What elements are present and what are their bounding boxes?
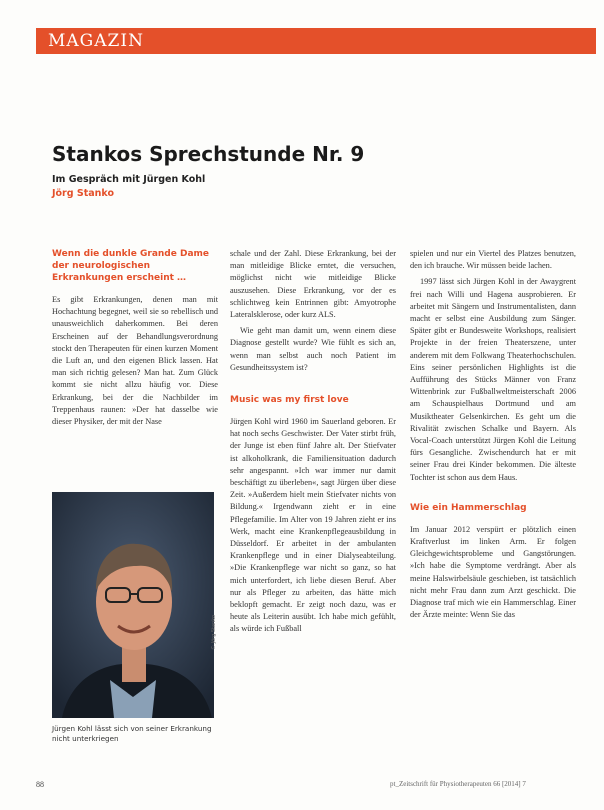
article-subtitle: Im Gespräch mit Jürgen Kohl: [52, 174, 206, 185]
body-text: schale und der Zahl. Diese Erkrankung, bei der man mitleidige Blicke erntet, die versuchen, möglichst nicht wie mitleidige Blicke auszusehen. Diese Erkrankung, vor der es schlichtweg kein Entrinnen gibt: Amyotrophe Lateralsklerose, oder kurz ALS.: [230, 249, 396, 320]
column-2: [230, 248, 396, 636]
column-1: [52, 248, 218, 428]
column-3: [410, 248, 576, 621]
article-title: Stankos Sprechstunde Nr. 9: [52, 142, 365, 166]
body-text: Es gibt Erkrankungen, denen man mit Hochachtung begegnet, weil sie so rebellisch und unausweichlich daherkommen. Bei deren Erscheinen auf der Behandlungsverordnung stockt den Therapeuten für einen kurzen Moment die Luft an, und den eigenen Blick lassen. Hat man sich richtig gelesen? Man hat. Zum Glück kommt sie nicht allzu häufig vor. Diese Erkrankung, bei der die Nachbilder im Treppenhaus raunen: »Der hat dasselbe wie dieser Physiker, der mit der Nase: [52, 295, 218, 427]
journal-footer: pt_Zeitschrift für Physiotherapeuten 66 [2014] 7: [390, 780, 526, 788]
section-label: MAGAZIN: [48, 31, 144, 51]
body-text: spielen und nur ein Viertel des Platzes benutzen, den ich brauche. Wir müssen beide lachen.: [410, 249, 576, 271]
section-heading-intro: Wenn die dunkle Grande Dame der neurologischen Erkrankungen erscheint …: [52, 249, 209, 283]
section-banner: [36, 28, 596, 54]
body-text: Wie geht man damit um, wenn einem diese Diagnose gestellt wurde? Wie fühlt es sich an, wenn man selbst auch noch Patient im Gesundheitssystem ist?: [230, 326, 396, 372]
page-number: 88: [36, 780, 44, 789]
body-text: Im Januar 2012 verspürt er plötzlich einen Kraftverlust im linken Arm. Er folgen Gleichgewichtsprobleme und Gangstörungen. »Ich habe die Symptome verdrängt. Aber als meine Halswirbelsäule geschieben, ist tatsächlich nicht mehr Frau dann zum Arzt geschickt. Die Diagnose traf mich wie ein Hammerschlag. Einer der Ärzte meinte: Wenn Sie das: [410, 524, 576, 620]
photo-credit: © Jörg Stanko: [211, 615, 217, 650]
portrait-photo: [52, 492, 214, 718]
section-heading-music: Music was my first love: [230, 395, 349, 406]
body-text: Jürgen Kohl wird 1960 im Sauerland geboren. Er hat noch sechs Geschwister. Der Vater stirbt früh, der Junge ist eben fünf Jahre alt. Der Stiefvater ist alkoholkrank, die Familiensituation dadurch sehr angespannt. »Ich war immer nur damit beschäftigt zu überleben«, sagt Jürgen über diese Zeit. »Außerdem hielt mein Stiefvater nichts von Bildung.« Irgendwann zieht er in eine Pflegefamilie. Im Alter von 19 Jahren zieht er ins Werk, macht eine Krankenpflegeausbildung in Düsseldorf. Er arbeitet in der ambulanten Krankenpflege und in einer Dialyseabteilung. »Die Krankenpflege war nicht so ganz, so hat mich unterfordert, ich liebe diesen Beruf. Aber nur als Pfleger zu arbeiten, das hätte mich beklopft gemacht. Er zeigt noch dazu, was er heute als Leiterin ausübt. Ich habe mich gefühlt, als würde ich Fußball: [230, 417, 396, 634]
photo-caption: Jürgen Kohl lässt sich von seiner Erkrankung nicht unterkriegen: [52, 724, 212, 743]
article-author: Jörg Stanko: [52, 188, 115, 199]
section-heading-hammer: Wie ein Hammerschlag: [410, 502, 527, 513]
body-text: 1997 lässt sich Jürgen Kohl in der Awaygrent frei nach Willi und Hagena ausprobieren. Er arbeitet mit Sängern und Instrumentalisten, dann macht er selbst eine Ausbildung zum Sänger. Später gibt er Bundesweite Workshops, realisiert Projekte in der freien Theaterszene, unter anderem mit dem Folkwang Theaterhochschulen. Eins seiner persönlichen Highlights ist die Aufführung des Stücks Männer von Franz Wittenbrink zur Fußballweltmeisterschaft 2006 am Schauspielhaus Dortmund und am Musiktheater Gelsenkirchen. Es geht um die Rivalität zwischen Schalke und Bayern. Als Vocal-Coach unterstützt Jürgen Kohl die Leitung fürs Gesangliche. Zwischendurch hat er mit seiner Frau drei Kinder bekommen. Die älteste Tochter ist schon aus dem Haus.: [410, 277, 576, 482]
